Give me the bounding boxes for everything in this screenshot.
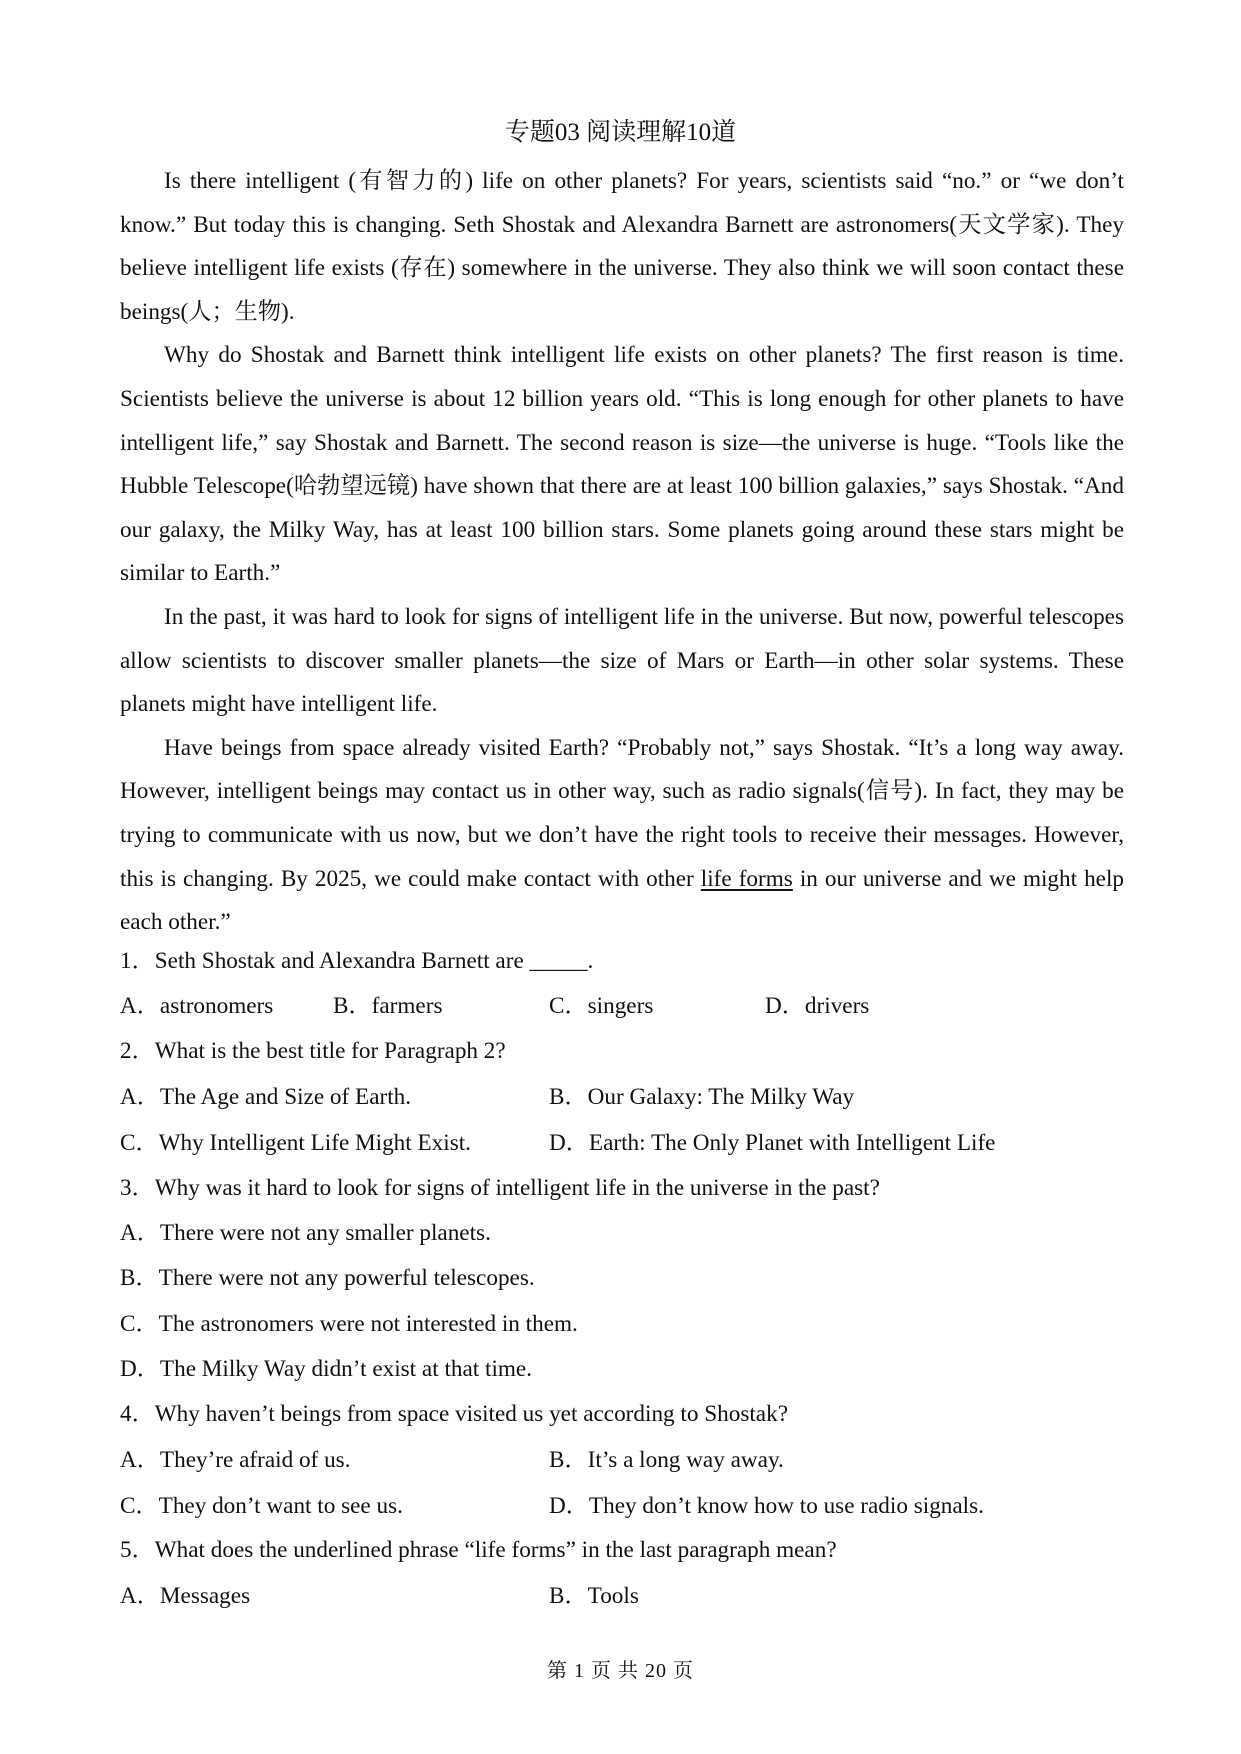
question-4-option-a[interactable]: A．They’re afraid of us. (120, 1447, 351, 1473)
question-4-option-b[interactable]: B．It’s a long way away. (549, 1447, 784, 1473)
question-3-option-c[interactable]: C．The astronomers were not interested in them. (120, 1311, 578, 1337)
question-4-option-d[interactable]: D．They don’t know how to use radio signals. (549, 1493, 984, 1519)
question-5-option-b[interactable]: B．Tools (549, 1583, 639, 1609)
passage-paragraph-4 (120, 727, 1124, 945)
passage-paragraph-4-text-before: Have beings from space already visited Earth? “Probably not,” says Shostak. “It’s a long way away. However, intelligent beings may contact us in other way, such as radio signals(信号). In fact, they may be trying to communicate with us now, but we don’t have the right tools to receive their messages. However, this is changing. By 2025, we could make contact with other (120, 734, 1124, 892)
question-3-stem: 3．Why was it hard to look for signs of intelligent life in the universe in the past? (120, 1175, 880, 1201)
question-2-option-a[interactable]: A．The Age and Size of Earth. (120, 1084, 412, 1110)
question-1-option-b[interactable]: B．farmers (333, 993, 443, 1019)
passage-paragraph-2: Why do Shostak and Barnett think intelligent life exists on other planets? The first reason is time. Scientists believe the universe is about 12 billion years old. “This is long enough for other planets to have intelligent life,” say Shostak and Barnett. The second reason is size—the universe is huge. “Tools like the Hubble Telescope(哈勃望远镜) have shown that there are at least 100 billion galaxies,” says Shostak. “And our galaxy, the Milky Way, has at least 100 billion stars. Some planets going around these stars might be similar to Earth.” (120, 342, 1124, 587)
reading-passage (120, 160, 1124, 945)
passage-paragraph-3: In the past, it was hard to look for signs of intelligent life in the universe. But now, powerful telescopes allow scientists to discover smaller planets—the size of Mars or Earth—in other solar systems. These planets might have intelligent life. (120, 603, 1124, 718)
page-footer: 第 1 页 共 20 页 (547, 1660, 694, 1682)
underlined-phrase: life forms (700, 865, 793, 892)
page-title: 专题03 阅读理解10道 (504, 119, 737, 146)
question-2-option-d[interactable]: D．Earth: The Only Planet with Intelligent Life (549, 1130, 996, 1156)
question-1-option-a[interactable]: A．astronomers (120, 993, 274, 1019)
passage-paragraph-1: Is there intelligent (有智力的) life on other planets? For years, scientists said “no.” or “we don’t know.” But today this is changing. Seth Shostak and Alexandra Barnett are astronomers(天文学家). They believe intelligent life exists (存在) somewhere in the universe. They also think we will soon contact these beings(人；生物). (120, 168, 1124, 325)
question-4-stem: 4．Why haven’t beings from space visited us yet according to Shostak? (120, 1401, 788, 1427)
question-5-option-a[interactable]: A．Messages (120, 1583, 251, 1609)
question-3-option-a[interactable]: A．There were not any smaller planets. (120, 1220, 491, 1246)
question-2-stem: 2．What is the best title for Paragraph 2? (120, 1038, 506, 1064)
question-1-stem: 1．Seth Shostak and Alexandra Barnett are _____. (120, 948, 594, 974)
question-2-option-b[interactable]: B．Our Galaxy: The Milky Way (549, 1084, 855, 1110)
question-3-option-d[interactable]: D．The Milky Way didn’t exist at that time. (120, 1356, 533, 1382)
question-3-option-b[interactable]: B．There were not any powerful telescopes. (120, 1265, 535, 1291)
question-1-option-c[interactable]: C．singers (549, 993, 654, 1019)
passage-paragraph-4-text-after: in our universe and we might help each other.” (120, 865, 1124, 936)
question-4-option-c[interactable]: C．They don’t want to see us. (120, 1493, 403, 1519)
question-2-option-c[interactable]: C．Why Intelligent Life Might Exist. (120, 1130, 471, 1156)
question-1-option-d[interactable]: D．drivers (765, 993, 870, 1019)
question-5-stem: 5．What does the underlined phrase “life forms” in the last paragraph mean? (120, 1537, 837, 1563)
